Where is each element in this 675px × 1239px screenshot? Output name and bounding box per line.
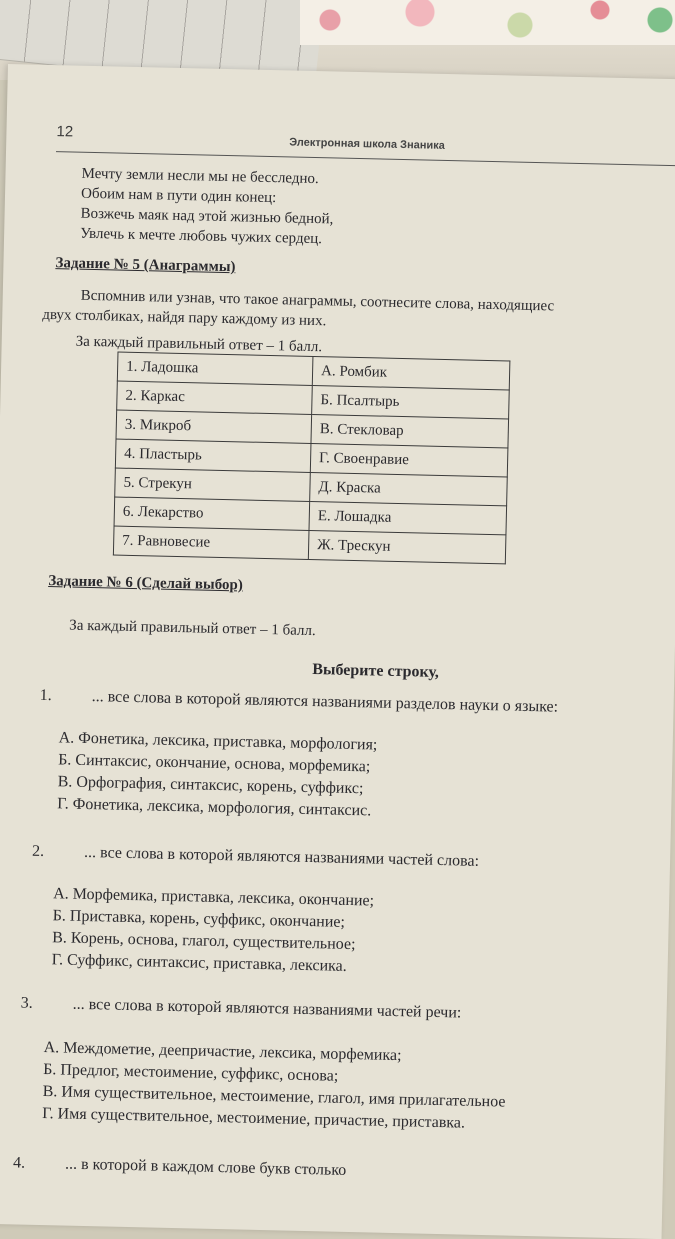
poem-line: Увлечь к мечте любовь чужих сердец. (79, 225, 323, 248)
task5-intro-line2: двух столбиках, найдя пару каждому из них. (42, 306, 327, 330)
question-text: ... все слова в которой являются названиями частей слова: (83, 843, 480, 870)
document-page (0, 64, 675, 1239)
table-cell-word: 5. Стрекун (115, 468, 311, 501)
question-number: 4. (12, 1154, 26, 1172)
question-text: ... все слова в которой являются названиями разделов науки о языке: (91, 688, 559, 716)
option-a: А. Междометие, деепричастие, лексика, морфемика; (43, 1039, 402, 1065)
question-number: 3. (20, 994, 33, 1012)
table-cell-anagram: Д. Краска (310, 472, 508, 505)
option-b: Б. Синтаксис, окончание, основа, морфемика; (58, 751, 371, 776)
task6-prompt: Выберите строку, (312, 661, 440, 681)
option-d: Г. Фонетика, лексика, морфология, синтаксис. (57, 795, 372, 820)
task5-score: За каждый правильный ответ – 1 балл. (75, 333, 323, 356)
table-cell-word: 4. Пластырь (115, 439, 311, 472)
option-c: В. Орфография, синтаксис, корень, суффикс; (57, 773, 364, 798)
background-fabric (300, 0, 675, 45)
task6-title: Задание № 6 (Сделай выбор) (48, 573, 244, 594)
question-1-options (57, 727, 378, 822)
school-title: Электронная школа Знаника (289, 136, 445, 152)
task5-title: Задание № 5 (Анаграммы) (55, 255, 236, 276)
page-number: 12 (56, 123, 74, 141)
question-3 (20, 995, 660, 1032)
table-cell-anagram: А. Ромбик (312, 356, 510, 389)
question-4 (13, 1154, 653, 1191)
table-cell-anagram: Ж. Трескун (308, 530, 506, 563)
option-b: Б. Предлог, местоимение, суффикс, основа; (43, 1061, 339, 1085)
poem-line: Возжечь маяк над этой жизнью бедной, (80, 205, 334, 228)
table-cell-word: 1. Ладошка (117, 352, 313, 385)
table-cell-word: 3. Микроб (116, 410, 312, 443)
task5-intro-line1: Вспомнив или узнав, что такое анаграммы, соотнесите слова, находящиес (80, 287, 555, 315)
question-2-options (51, 883, 374, 978)
poem-line: Мечту земли несли мы не бесследно. (81, 165, 319, 188)
option-d: Г. Суффикс, синтаксис, приставка, лексика. (51, 951, 347, 975)
anagram-table (113, 352, 511, 565)
table-cell-anagram: Е. Лошадка (309, 501, 507, 534)
table-cell-anagram: Б. Псалтырь (312, 385, 510, 418)
table-cell-anagram: Г. Своенравие (310, 443, 508, 476)
table-cell-word: 2. Каркас (117, 381, 313, 414)
question-number: 2. (31, 842, 45, 861)
table-cell-word: 6. Лекарство (114, 497, 310, 530)
option-c: В. Корень, основа, глагол, существительное; (51, 929, 356, 954)
table-cell-anagram: В. Стекловар (311, 414, 509, 447)
option-c: В. Имя существительное, местоимение, глагол, имя прилагательное (42, 1083, 506, 1111)
question-text: ... все слова в которой являются названиями частей речи: (72, 995, 462, 1022)
poem-line: Обоим нам в пути один конец: (80, 185, 277, 207)
question-text: ... в которой в каждом слове букв столько (64, 1155, 347, 1179)
poem-stanza (80, 164, 335, 250)
table-cell-word: 7. Равновесие (113, 526, 309, 559)
option-d: Г. Имя существительное, местоимение, причастие, приставка. (42, 1105, 466, 1132)
option-a: А. Фонетика, лексика, приставка, морфология; (58, 729, 378, 754)
question-2 (32, 843, 672, 880)
option-b: Б. Приставка, корень, суффикс, окончание; (52, 907, 346, 931)
task6-score: За каждый правильный ответ – 1 балл. (69, 617, 316, 640)
question-number: 1. (39, 686, 52, 705)
option-a: А. Морфемика, приставка, лексика, окончание; (52, 885, 375, 910)
question-3-options (42, 1037, 507, 1135)
question-1 (39, 687, 675, 724)
